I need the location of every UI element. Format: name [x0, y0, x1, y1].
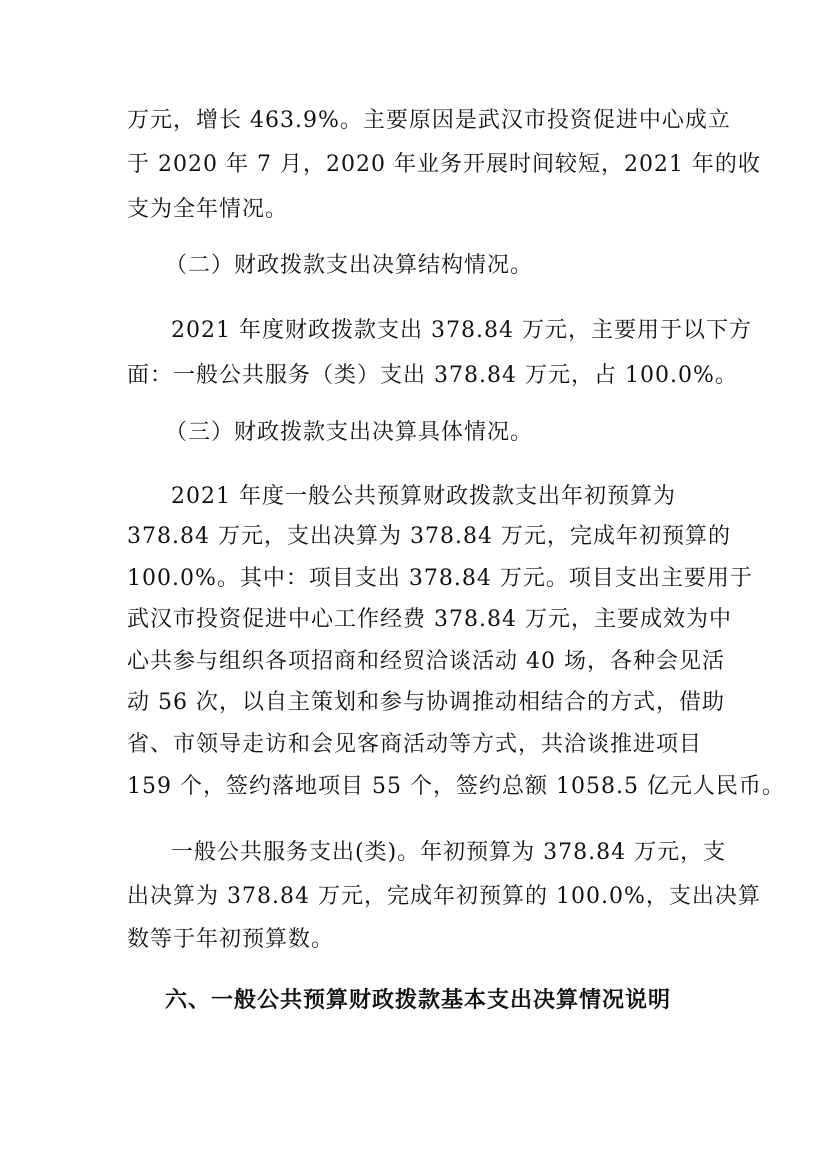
paragraph-line: 2021 年度财政拨款支出 378.84 万元，主要用于以下方 — [171, 318, 752, 343]
paragraph-line: 一般公共服务支出(类)。年初预算为 378.84 万元，支 — [171, 840, 727, 865]
paragraph-line: 动 56 次，以自主策划和参与协调推动相结合的方式，借助 — [127, 690, 725, 715]
paragraph-line: 159 个，签约落地项目 55 个，签约总额 1058.5 亿元人民币。 — [127, 774, 785, 799]
paragraph-line: 支为全年情况。 — [127, 197, 289, 222]
paragraph-line: 省、市领导走访和会见客商活动等方式，共洽谈推进项目 — [127, 732, 703, 757]
paragraph-line: 出决算为 378.84 万元，完成年初预算的 100.0%，支出决算 — [127, 884, 761, 909]
subsection-heading-2: （二）财政拨款支出决算结构情况。 — [165, 253, 534, 278]
subsection-heading-3: （三）财政拨款支出决算具体情况。 — [165, 420, 534, 445]
paragraph-line: 100.0%。其中：项目支出 378.84 万元。项目支出主要用于 — [127, 566, 753, 591]
paragraph-line: 2021 年度一般公共预算财政拨款支出年初预算为 — [171, 484, 676, 509]
paragraph-line: 心共参与组织各项招商和经贸洽谈活动 40 场，各种会见活 — [127, 649, 725, 674]
section-title-6: 六、一般公共预算财政拨款基本支出决算情况说明 — [165, 988, 672, 1013]
paragraph-line: 面：一般公共服务（类）支出 378.84 万元，占 100.0%。 — [127, 363, 738, 388]
paragraph-line: 万元，增长 463.9%。主要原因是武汉市投资促进中心成立 — [127, 108, 731, 133]
paragraph-line: 武汉市投资促进中心工作经费 378.84 万元，主要成效为中 — [127, 607, 732, 632]
paragraph-line: 数等于年初预算数。 — [127, 927, 335, 952]
paragraph-line: 378.84 万元，支出决算为 378.84 万元，完成年初预算的 — [127, 524, 731, 549]
paragraph-line: 于 2020 年 7 月，2020 年业务开展时间较短，2021 年的收 — [127, 152, 761, 177]
